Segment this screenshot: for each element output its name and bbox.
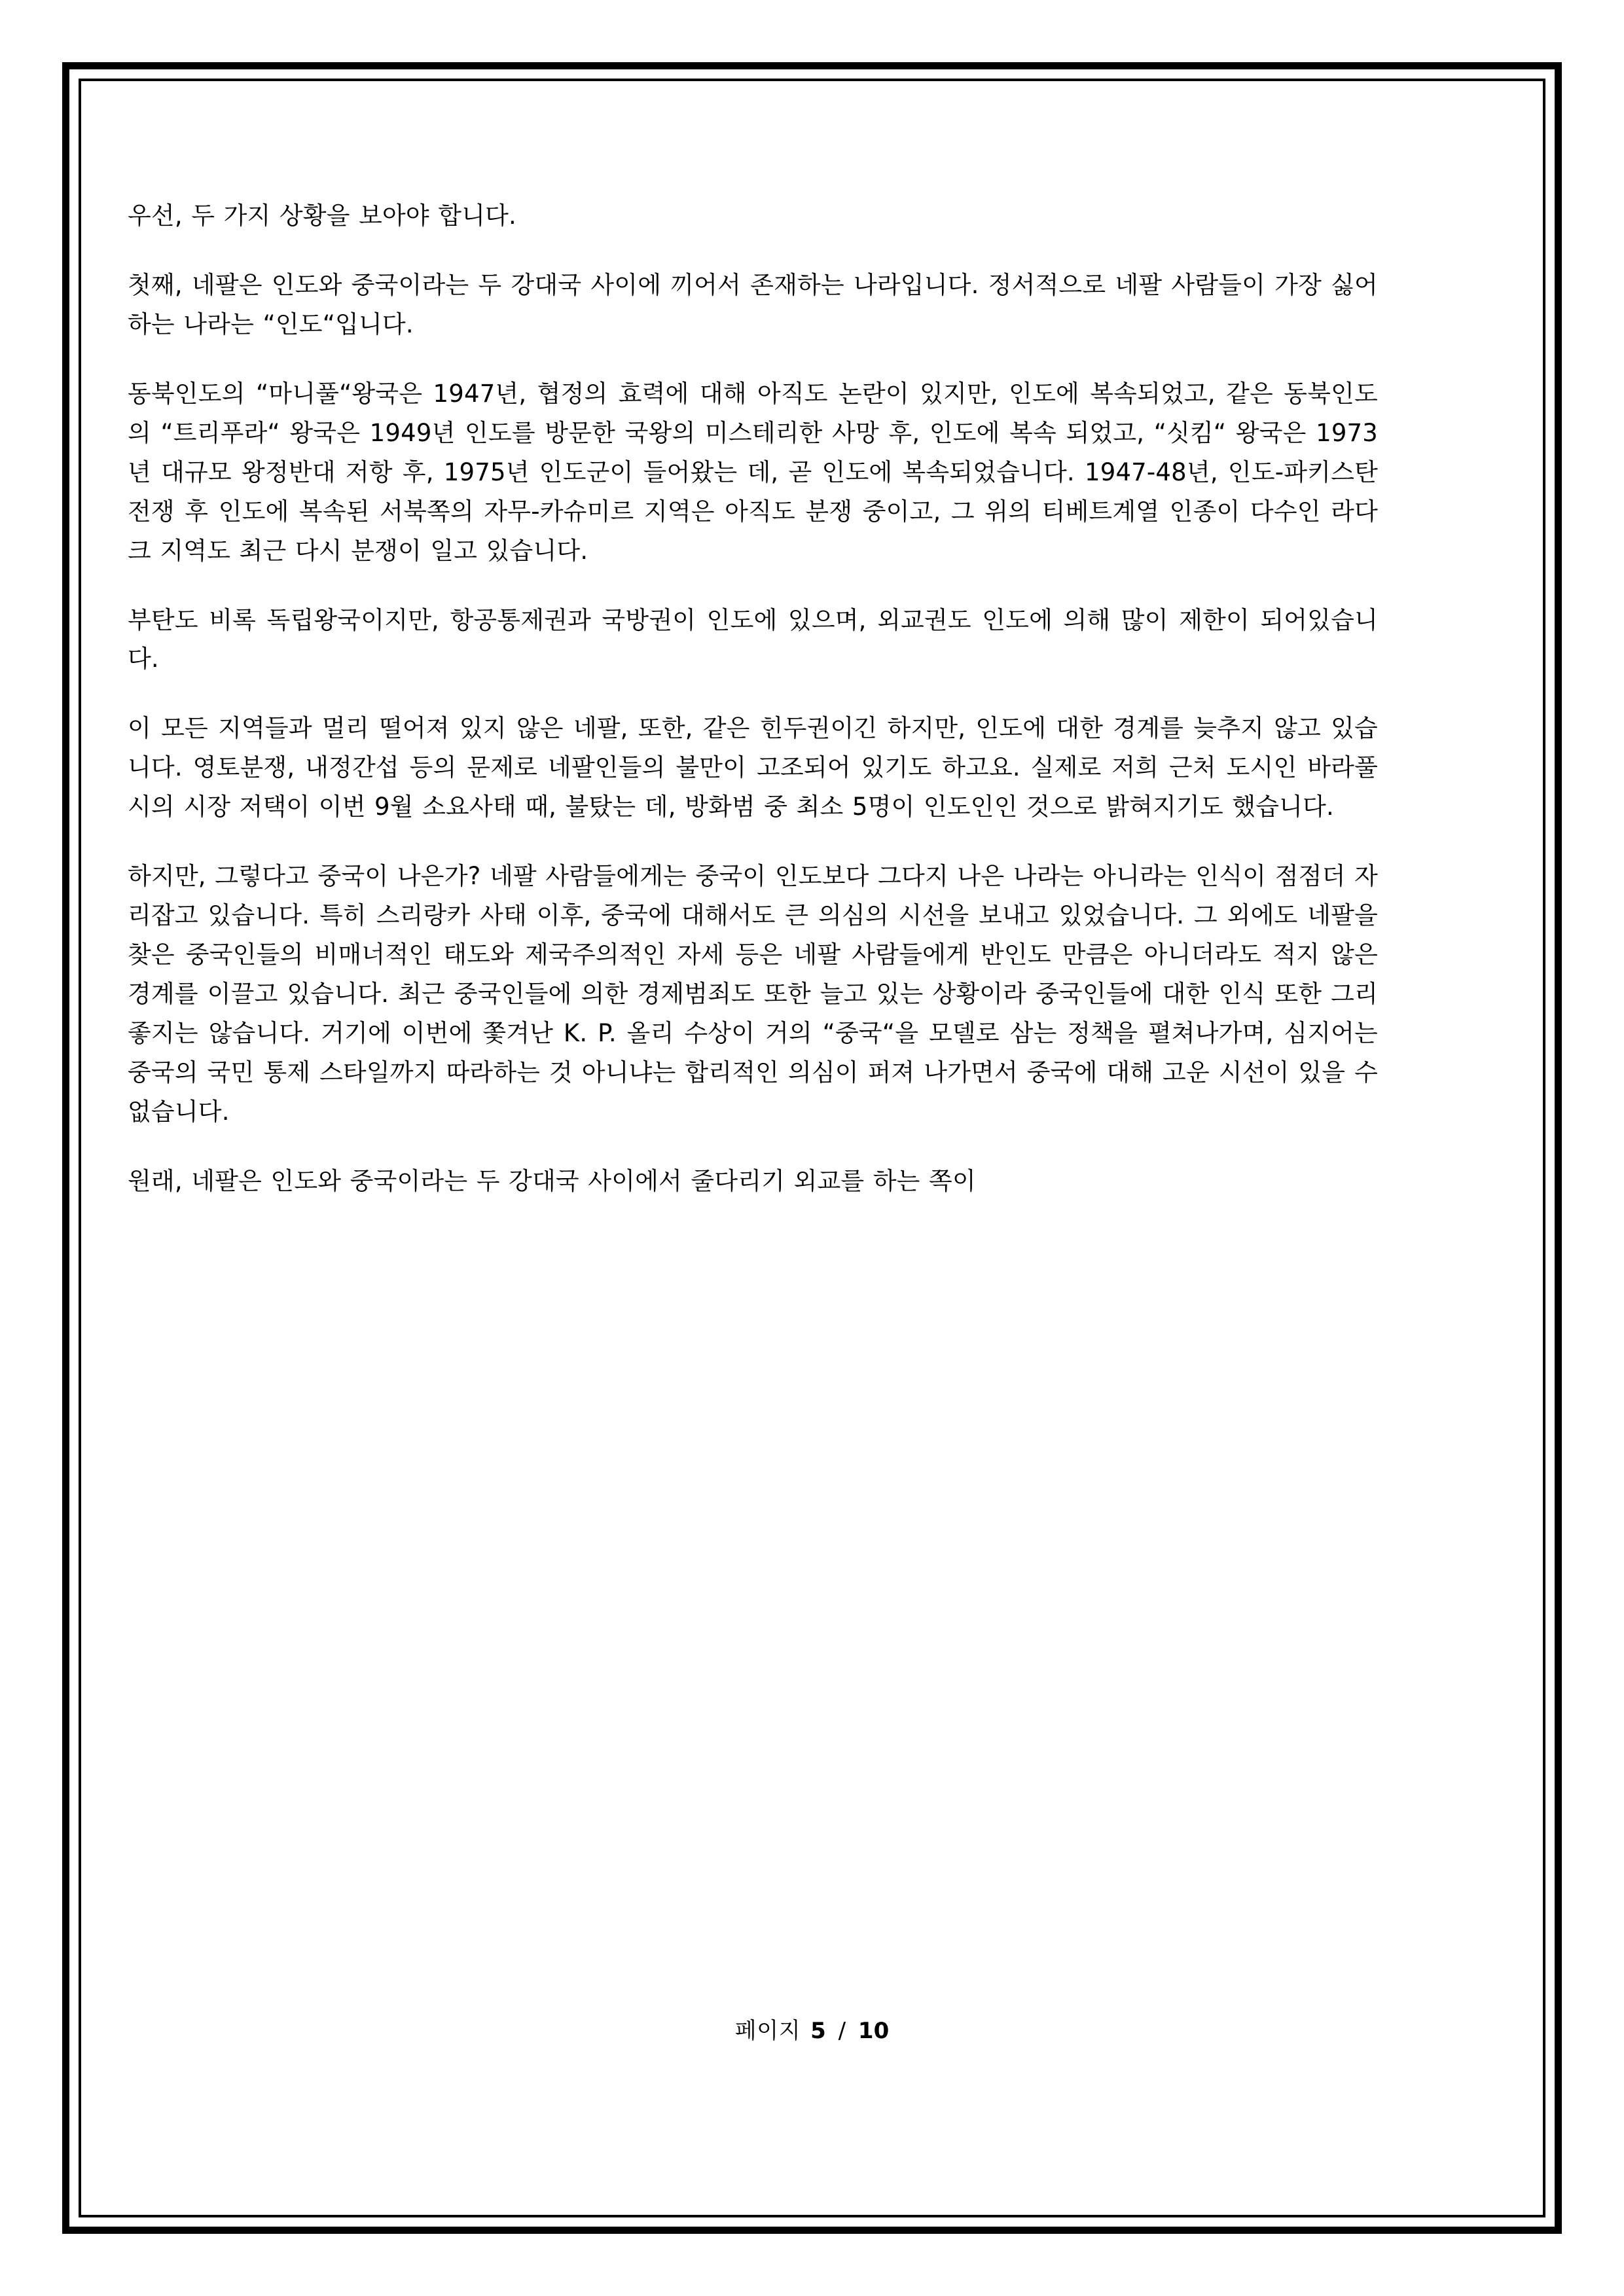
paragraph: 부탄도 비록 독립왕국이지만, 항공통제권과 국방권이 인도에 있으며, 외교권도 인도에 의해 많이 제한이 되어있습니다. [128, 605, 1378, 673]
paragraph: 이 모든 지역들과 멀리 떨어져 있지 않은 네팔, 또한, 같은 힌두권이긴 하지만, 인도에 대한 경계를 늦추지 않고 있습니다. 영토분쟁, 내정간섭 등의 문제로 네팔인들의 불만이 고조되어 있기도 하고요. 실제로 저희 근처 도시인 바라풀 시의 시장 저택이 이번 9월 소요사태 때, 불탔는 데, 방화범 중 최소 5명이 인도인인 것으로 밝혀지기도 했습니다. [128, 714, 1378, 821]
page-number-total: 10 [857, 2018, 890, 2044]
page-footer [0, 2013, 1624, 2045]
paragraph: 첫째, 네팔은 인도와 중국이라는 두 강대국 사이에 끼어서 존재하는 나라입니다. 정서적으로 네팔 사람들이 가장 싫어하는 나라는 “인도“입니다. [128, 270, 1378, 338]
document-body [128, 196, 1378, 1201]
page-number-current: 5 [810, 2018, 826, 2044]
paragraph: 하지만, 그렇다고 중국이 나은가? 네팔 사람들에게는 중국이 인도보다 그다지 나은 나라는 아니라는 인식이 점점더 자리잡고 있습니다. 특히 스리랑카 사태 이후, 중국에 대해서도 큰 의심의 시선을 보내고 있었습니다. 그 외에도 네팔을 찾은 중국인들의 비매너적인 태도와 제국주의적인 자세 등은 네팔 사람들에게 반인도 만큼은 아니더라도 적지 않은 경계를 이끌고 있습니다. 최근 중국인들에 의한 경제범죄도 또한 늘고 있는 상황이라 중국인들에 대한 인식 또한 그리 좋지는 않습니다. 거기에 이번에 쫓겨난 K. P. 올리 수상이 거의 “중국“을 모델로 삼는 정책을 펼쳐나가며, 심지어는 중국의 국민 통제 스타일까지 따라하는 것 아니냐는 합리적인 의심이 퍼져 나가면서 중국에 대해 고운 시선이 있을 수 없습니다. [128, 862, 1378, 1126]
paragraph: 원래, 네팔은 인도와 중국이라는 두 강대국 사이에서 줄다리기 외교를 하는 쪽이 [128, 1166, 976, 1195]
paragraph: 동북인도의 “마니풀“왕국은 1947년, 협정의 효력에 대해 아직도 논란이 있지만, 인도에 복속되었고, 같은 동북인도의 “트리푸라“ 왕국은 1949년 인도를 방문한 국왕의 미스테리한 사망 후, 인도에 복속 되었고, “싯킴“ 왕국은 1973년 대규모 왕정반대 저항 후, 1975년 인도군이 들어왔는 데, 곧 인도에 복속되었습니다. 1947-48년, 인도-파키스탄 전쟁 후 인도에 복속된 서북쪽의 자무-카슈미르 지역은 아직도 분쟁 중이고, 그 위의 티베트계열 인종이 다수인 라다크 지역도 최근 다시 분쟁이 일고 있습니다. [128, 379, 1378, 565]
paragraph: 우선, 두 가지 상황을 보아야 합니다. [128, 202, 517, 230]
page-label: 페이지 [734, 2018, 801, 2044]
page-number-separator: / [838, 2018, 846, 2044]
